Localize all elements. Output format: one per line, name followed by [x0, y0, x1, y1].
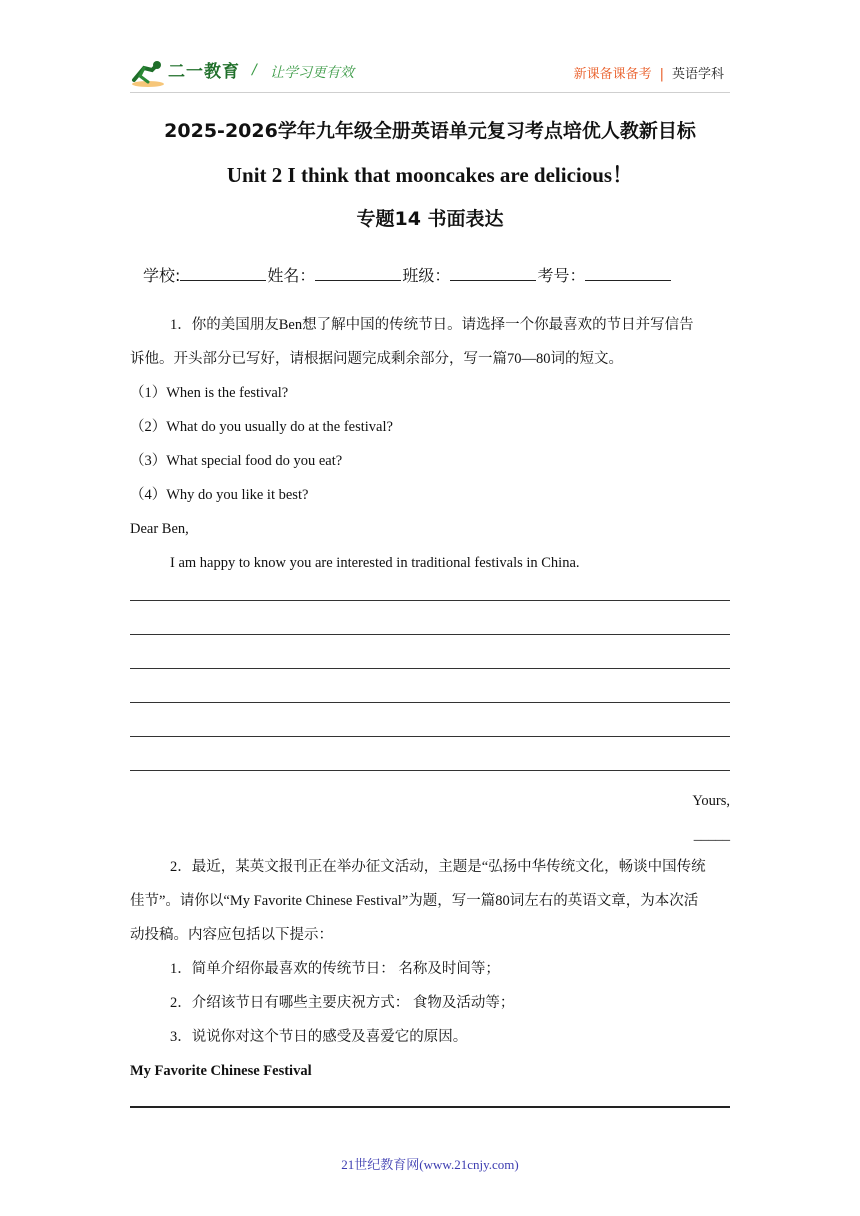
q1-question-2: （2）What do you usually do at the festival?	[130, 419, 393, 435]
page-footer: 21世纪教育网(www.21cnjy.com)	[341, 1157, 519, 1172]
answer-line	[130, 668, 730, 669]
q1-opening-sentence: I am happy to know you are interested in traditional festivals in China.	[170, 555, 580, 571]
q1-question-3: （3）What special food do you eat?	[130, 453, 343, 469]
unit-title: Unit 2 I think that mooncakes are delicious！	[226, 163, 634, 187]
exam-number-blank	[585, 265, 671, 281]
document-title: 2025-2026学年九年级全册英语单元复习考点培优人教新目标	[164, 120, 696, 142]
q1-question-1: （1）When is the festival?	[130, 385, 289, 401]
answer-line	[130, 770, 730, 771]
class-label: 班级：	[402, 266, 451, 285]
header-divider: |	[659, 67, 664, 82]
q2-intro-line-3: 动投稿。内容应包括以下提示：	[130, 927, 333, 943]
answer-line	[130, 736, 730, 737]
page-header	[130, 56, 730, 90]
header-tagline: 新课备课备考	[573, 67, 652, 82]
q2-point-1: 1．简单介绍你最喜欢的传统节日： 名称及时间等；	[170, 961, 500, 977]
q1-greeting: Dear Ben,	[130, 521, 189, 537]
q2-intro-line-1: 2．最近，某英文报刊正在举办征文活动，主题是“弘扬中华传统文化，畅谈中国传统	[170, 859, 706, 875]
topic-title: 专题14 书面表达	[356, 208, 504, 230]
answer-line	[130, 1106, 730, 1108]
q1-question-4: （4）Why do you like it best?	[130, 487, 309, 503]
q1-intro-line-2: 诉他。开头部分已写好，请根据问题完成剩余部分，写一篇70—80词的短文。	[130, 351, 623, 367]
q1-closing: Yours,	[692, 793, 730, 809]
class-blank	[450, 265, 536, 281]
header-divider-line	[130, 92, 730, 93]
school-blank	[180, 265, 266, 281]
header-subject	[574, 63, 724, 82]
slogan-separator: /	[252, 62, 257, 78]
answer-line	[130, 600, 730, 601]
q1-intro-line-1: 1．你的美国朋友Ben想了解中国的传统节日。请选择一个你最喜欢的节日并写信告	[170, 317, 694, 333]
answer-line	[130, 634, 730, 635]
student-info-fields	[143, 263, 672, 286]
q2-intro-line-2: 佳节”。请你以“My Favorite Chinese Festival”为题，写一篇80词左右的英语文章，为本次活	[130, 893, 699, 909]
q2-essay-title: My Favorite Chinese Festival	[130, 1063, 312, 1079]
q1-signature-blank: _____	[693, 827, 730, 843]
q2-point-2: 2．介绍该节日有哪些主要庆祝方式： 食物及活动等；	[170, 995, 515, 1011]
slogan: 让学习更有效	[270, 65, 354, 81]
q2-point-3: 3．说说你对这个节日的感受及喜爱它的原因。	[170, 1029, 468, 1045]
name-blank	[315, 265, 401, 281]
logo-text: 二一教育	[168, 62, 240, 82]
name-label: 姓名：	[267, 266, 316, 285]
school-label: 学校:	[143, 266, 181, 285]
answer-line	[130, 702, 730, 703]
header-subject-label: 英语学科	[671, 67, 724, 82]
exam-number-label: 考号：	[537, 266, 586, 285]
